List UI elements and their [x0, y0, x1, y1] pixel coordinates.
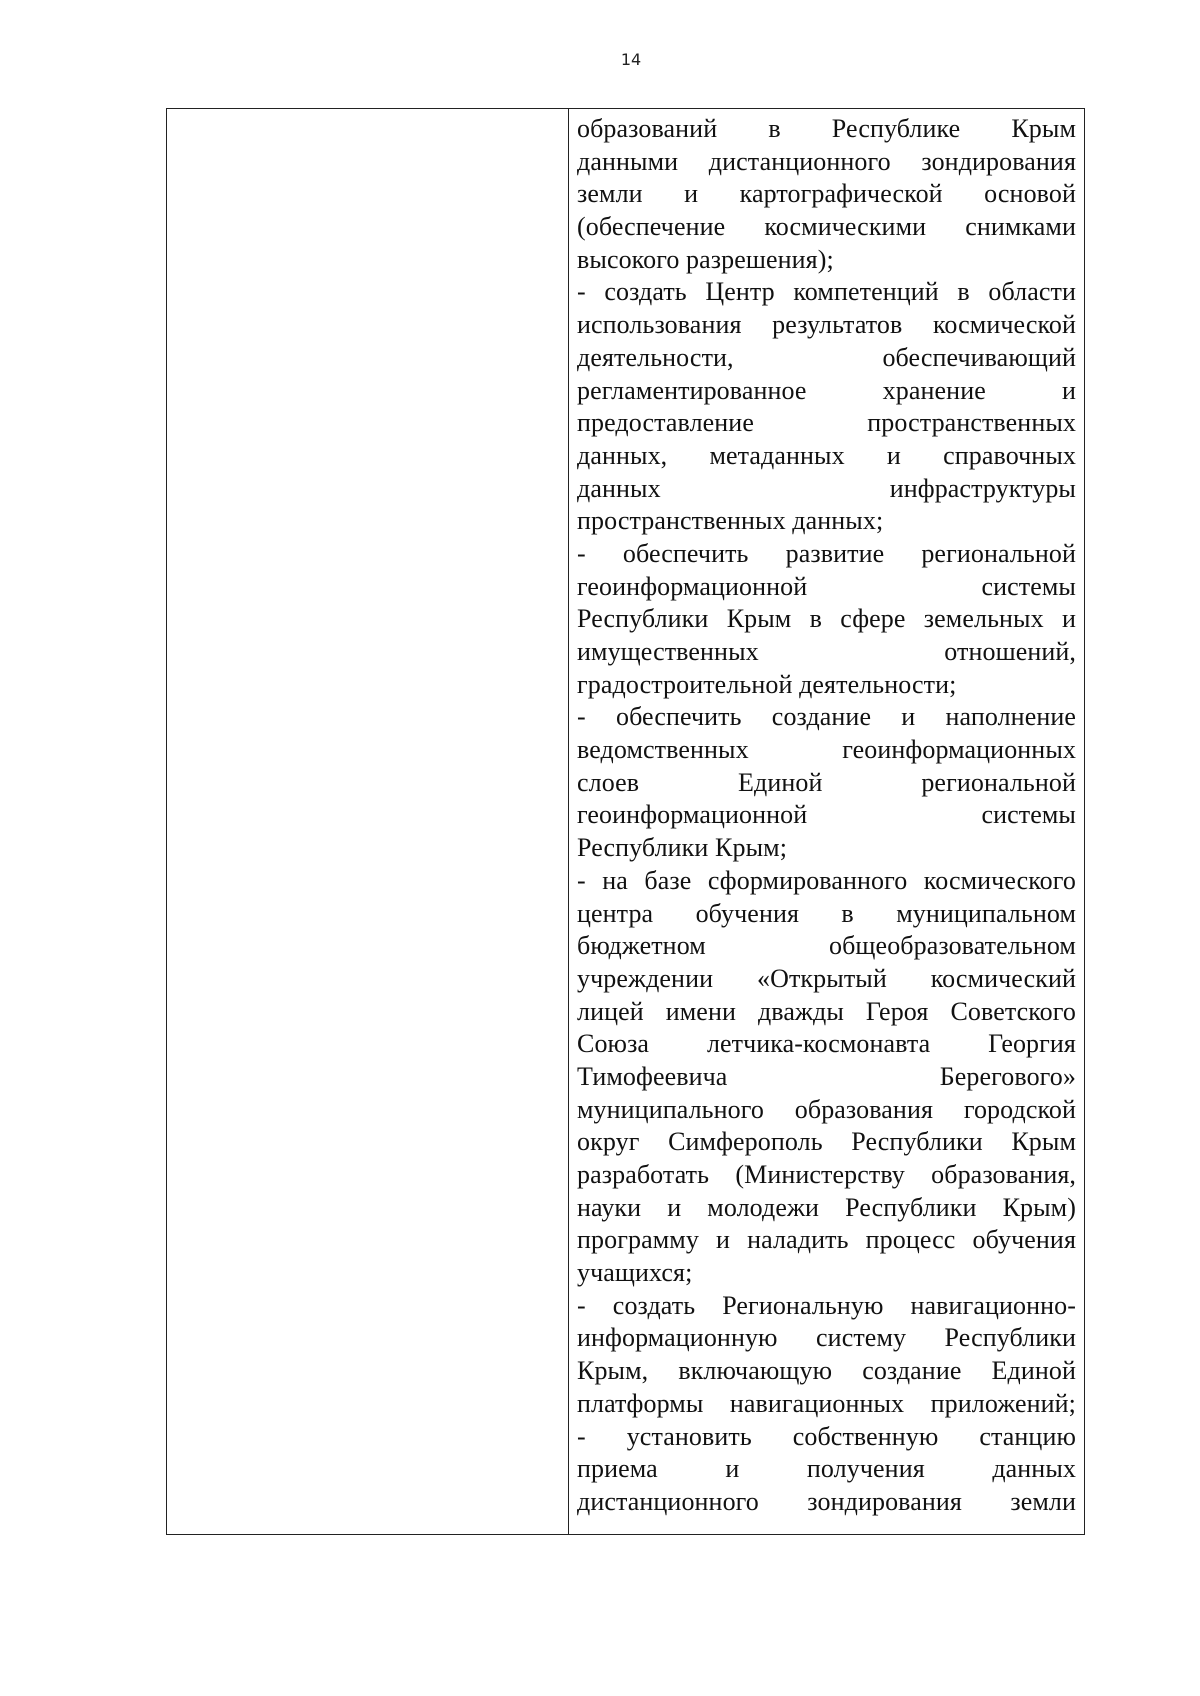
text-line: геоинформационной системы — [577, 571, 1076, 601]
text-line: предоставление пространственных — [577, 408, 1076, 438]
text-line: - создать Региональную навигационно- — [577, 1290, 1076, 1320]
text-line: высокого разрешения); — [577, 244, 834, 274]
text-line: бюджетном общеобразовательном — [577, 931, 1076, 961]
text-line: - на базе сформированного космического — [577, 865, 1076, 895]
text-line: муниципального образования городской — [577, 1094, 1076, 1124]
text-line: использования результатов космической — [577, 310, 1076, 340]
text-line: науки и молодежи Республики Крым) — [577, 1192, 1076, 1222]
text-line: регламентированное хранение и — [577, 375, 1076, 405]
text-line: - обеспечить создание и наполнение — [577, 702, 1076, 732]
text-line: образований в Республике Крым — [577, 114, 1076, 143]
text-line: ведомственных геоинформационных — [577, 735, 1076, 765]
text-line: программу и наладить процесс обучения — [577, 1225, 1076, 1255]
text-line: - создать Центр компетенций в области — [577, 277, 1076, 307]
table-cell-right — [569, 109, 1084, 1534]
text-line: центра обучения в муниципальном — [577, 898, 1076, 928]
text-line: Крым, включающую создание Единой — [577, 1356, 1076, 1386]
text-line: - установить собственную станцию — [577, 1421, 1076, 1451]
text-line: учащихся; — [577, 1258, 693, 1288]
text-line: данных, метаданных и справочных — [577, 440, 1076, 470]
text-line: разработать (Министерству образования, — [577, 1160, 1076, 1189]
text-line: деятельности, обеспечивающий — [577, 342, 1076, 372]
text-line: Тимофеевича Берегового» — [577, 1061, 1076, 1091]
text-line: лицей имени дважды Героя Советского — [577, 996, 1076, 1026]
text-line: Республики Крым; — [577, 833, 788, 863]
text-line: слоев Единой региональной — [577, 767, 1076, 797]
text-line: пространственных данных; — [577, 506, 884, 536]
text-line: округ Симферополь Республики Крым — [577, 1127, 1076, 1157]
text-line: приема и получения данных — [577, 1454, 1076, 1484]
document-table — [166, 108, 1085, 1535]
text-line: земли и картографической основой — [577, 179, 1076, 209]
text-line: - обеспечить развитие региональной — [577, 538, 1076, 568]
text-line: платформы навигационных приложений; — [577, 1388, 1076, 1418]
text-line: геоинформационной системы — [577, 800, 1076, 830]
text-line: имущественных отношений, — [577, 637, 1076, 666]
text-line: информационную систему Республики — [577, 1323, 1076, 1353]
page-number: 14 — [620, 50, 642, 69]
text-line: (обеспечение космическими снимками — [577, 212, 1076, 242]
text-line: учреждении «Открытый космический — [577, 963, 1076, 993]
text-line: Союза летчика-космонавта Георгия — [577, 1029, 1076, 1059]
text-line: градостроительной деятельности; — [577, 669, 957, 699]
text-line: данных инфраструктуры — [577, 473, 1076, 503]
text-line: Республики Крым в сфере земельных и — [577, 604, 1076, 634]
text-line: дистанционного зондирования земли — [577, 1486, 1076, 1516]
text-line: данными дистанционного зондирования — [577, 146, 1076, 176]
table-cell-left — [167, 109, 569, 1534]
